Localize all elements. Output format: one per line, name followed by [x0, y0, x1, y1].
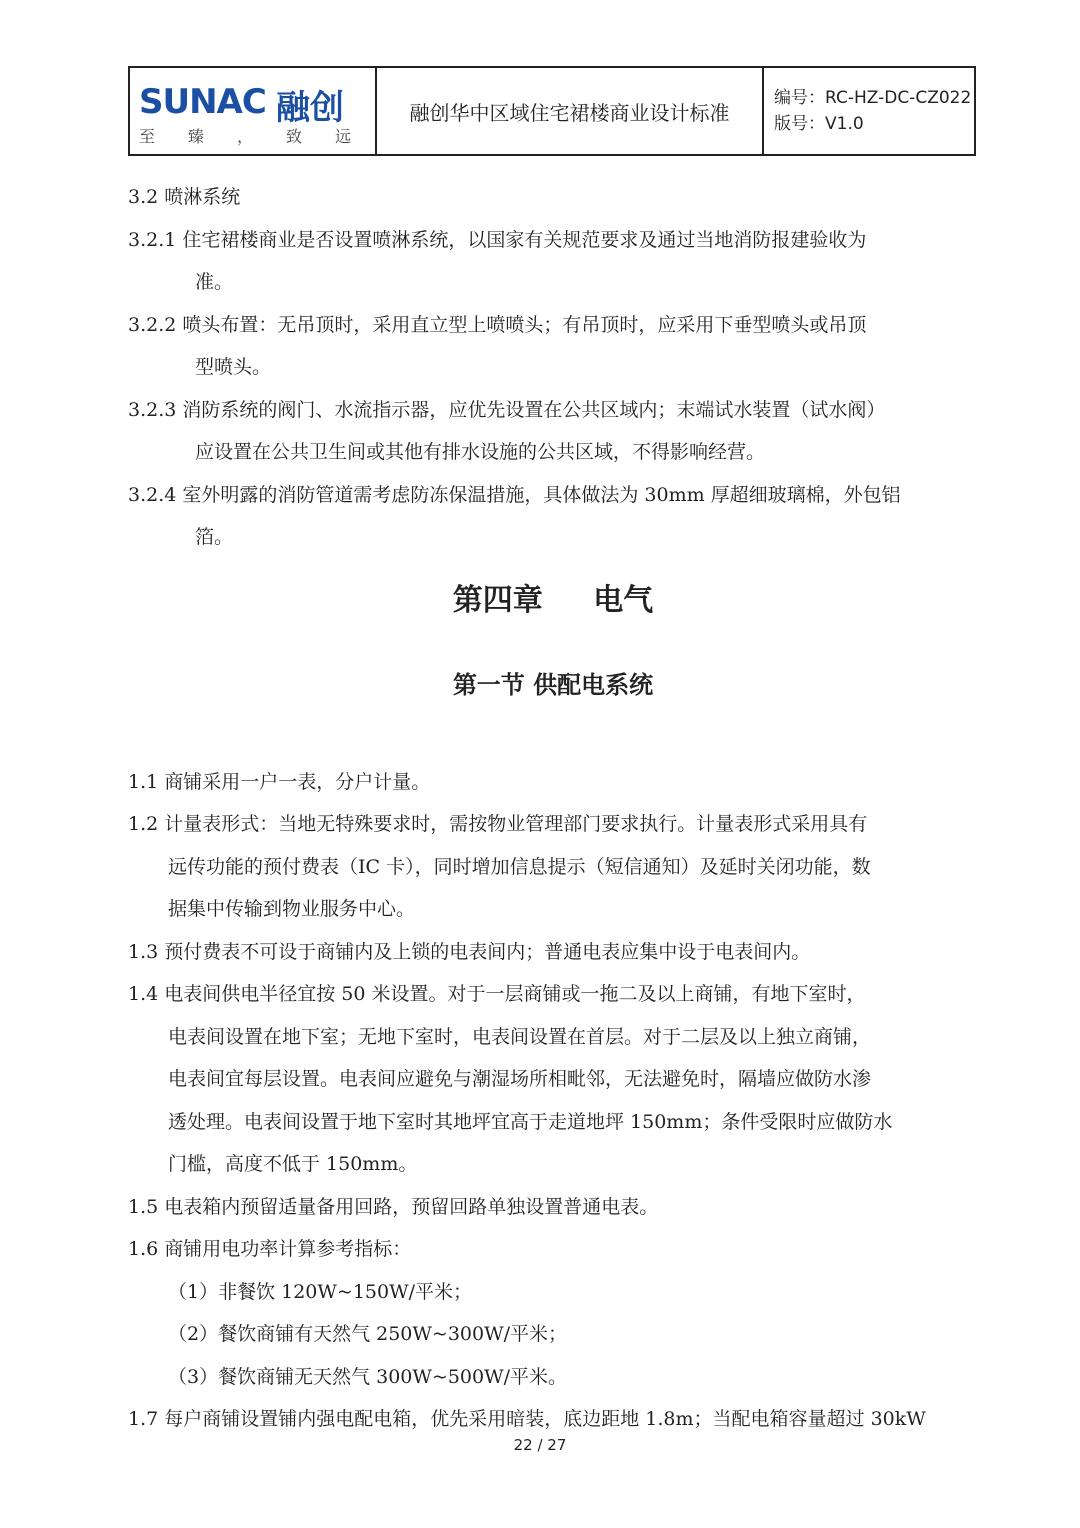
- clause-1-6: 1.6 商铺用电功率计算参考指标：: [128, 1238, 412, 1260]
- clause-1-4-cont: 透处理。电表间设置于地下室时其地坪宜高于走道地坪 150mm；条件受限时应做防水: [168, 1110, 893, 1133]
- clause-1-6-item-2: （2）餐饮商铺有天然气 250W~300W/平米；: [168, 1323, 568, 1345]
- document-header: [128, 66, 976, 156]
- clause-1-4-cont: 电表间设置在地下室；无地下室时，电表间设置在首层。对于二层及以上独立商铺，: [168, 1025, 872, 1048]
- clause-1-7: 1.7 每户商铺设置铺内强电配电箱，优先采用暗装，底边距地 1.8m；当配电箱容量超过 30kW: [128, 1408, 926, 1430]
- clause-3-2-4: 3.2.4 室外明露的消防管道需考虑防冻保温措施，具体做法为 30mm 厚超细玻璃棉，外包铝: [128, 483, 901, 506]
- clause-3-2-4-cont: 箔。: [195, 526, 234, 548]
- clause-3-2-2-cont: 型喷头。: [195, 356, 272, 378]
- slogan-char: ，: [236, 127, 253, 146]
- chapter-heading: 第四章 电气: [452, 582, 654, 618]
- section-heading: 第一节 供配电系统: [452, 670, 654, 699]
- clause-1-4-cont: 门槛，高度不低于 150mm。: [168, 1153, 418, 1175]
- page-number: 22 / 27: [513, 1436, 567, 1454]
- document-title: 融创华中区域住宅裙楼商业设计标准: [377, 68, 764, 154]
- slogan-char: 至: [139, 127, 156, 146]
- company-logo: [130, 68, 377, 154]
- slogan-char: 臻: [187, 127, 204, 146]
- clause-3-2-2: 3.2.2 喷头布置：无吊顶时，采用直立型上喷喷头；有吊顶时，应采用下垂型喷头或吊顶: [128, 313, 867, 336]
- clause-1-5: 1.5 电表箱内预留适量备用回路，预留回路单独设置普通电表。: [128, 1195, 659, 1218]
- clause-3-2-3: 3.2.3 消防系统的阀门、水流指示器，应优先设置在公共区域内；末端试水装置（试水阀）: [128, 398, 886, 421]
- clause-3-2-1: 3.2.1 住宅裙楼商业是否设置喷淋系统，以国家有关规范要求及通过当地消防报建验收为: [128, 228, 867, 251]
- clause-3-2-1-cont: 准。: [195, 271, 234, 293]
- slogan-char: 致: [285, 127, 302, 146]
- clause-1-1: 1.1 商铺采用一户一表，分户计量。: [128, 770, 431, 793]
- clause-1-6-item-3: （3）餐饮商铺无天然气 300W~500W/平米。: [168, 1365, 568, 1388]
- clause-1-2-cont: 据集中传输到物业服务中心。: [168, 898, 416, 920]
- section-heading-3-2: 3.2 喷淋系统: [128, 186, 241, 208]
- clause-1-2: 1.2 计量表形式：当地无特殊要求时，需按物业管理部门要求执行。计量表形式采用具有: [128, 813, 868, 835]
- page-content: [128, 176, 978, 1441]
- clause-1-4-cont: 电表间宜每层设置。电表间应避免与潮湿场所相毗邻，无法避免时，隔墙应做防水渗: [168, 1068, 872, 1090]
- clause-1-2-cont: 远传功能的预付费表（IC 卡），同时增加信息提示（短信通知）及延时关闭功能，数: [168, 855, 871, 878]
- document-meta: [764, 68, 974, 154]
- logo-english: SUNAC: [139, 82, 266, 122]
- clause-1-4: 1.4 电表间供电半径宜按 50 米设置。对于一层商铺或一拖二及以上商铺，有地下室时，: [128, 983, 866, 1005]
- slogan-char: 远: [334, 127, 351, 146]
- logo-slogan: [139, 124, 351, 147]
- document-version: 版号：V1.0: [774, 114, 864, 134]
- clause-3-2-3-cont: 应设置在公共卫生间或其他有排水设施的公共区域，不得影响经营。: [195, 441, 766, 463]
- clause-1-3: 1.3 预付费表不可设于商铺内及上锁的电表间内；普通电表应集中设于电表间内。: [128, 940, 811, 963]
- document-code: 编号：RC-HZ-DC-CZ022: [774, 88, 972, 108]
- clause-1-6-item-1: （1）非餐饮 120W~150W/平米；: [168, 1280, 473, 1303]
- logo-chinese: 融创: [276, 88, 344, 128]
